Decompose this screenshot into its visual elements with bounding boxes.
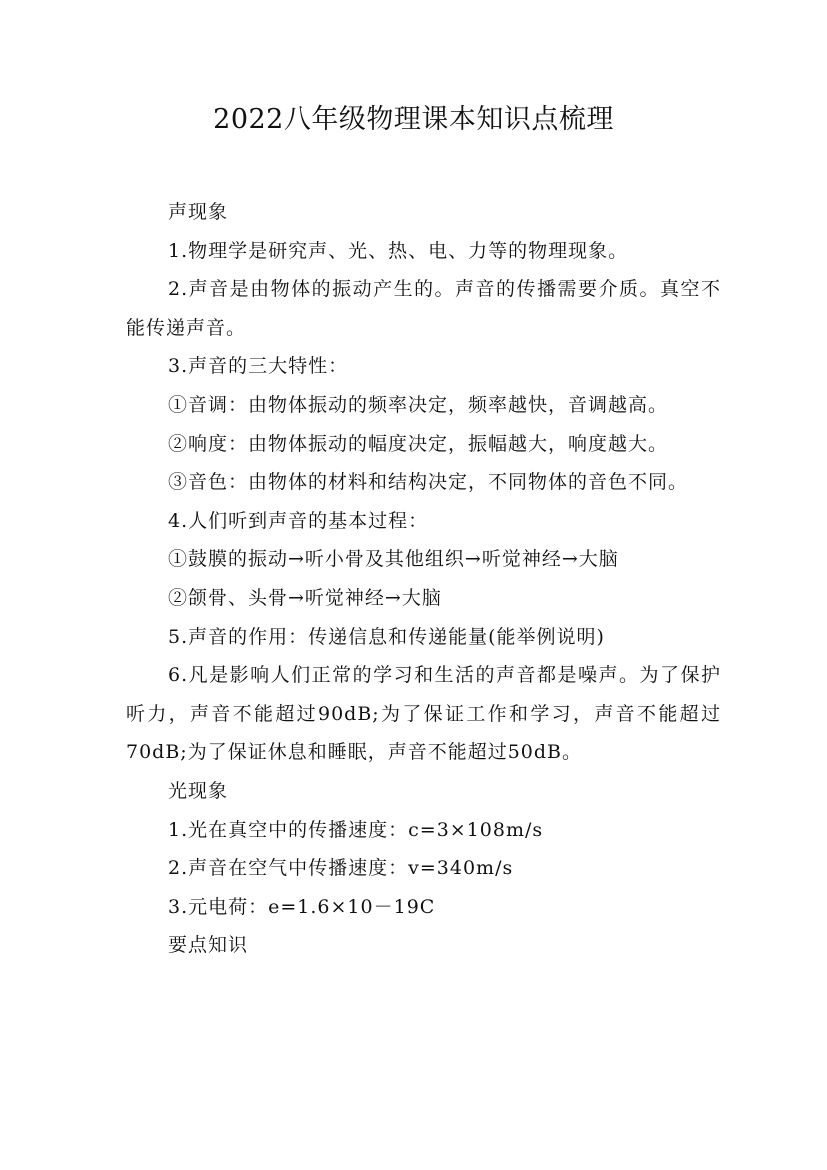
paragraph: 6.凡是影响人们正常的学习和生活的声音都是噪声。为了保护听力，声音不能超过90dB;为了保证工作和学习，声音不能超过70dB;为了保证休息和睡眠，声音不能超过50dB。: [126, 664, 721, 764]
paragraph: 3.声音的三大特性：: [168, 355, 349, 378]
paragraph: ③音色：由物体的材料和结构决定，不同物体的音色不同。: [168, 471, 689, 494]
paragraph: 1.光在真空中的传播速度：c=3×108m/s: [168, 818, 544, 841]
section-heading-sound: 声现象: [168, 201, 229, 223]
document-title: 2022八年级物理课本知识点梳理: [213, 104, 614, 135]
section-heading-key-points: 要点知识: [168, 934, 249, 957]
paragraph: 1.物理学是研究声、光、热、电、力等的物理现象。: [168, 239, 629, 262]
paragraph: 4.人们听到声音的基本过程：: [168, 509, 429, 532]
paragraph: 5.声音的作用：传递信息和传递能量(能举例说明): [168, 625, 605, 648]
section-heading-light: 光现象: [168, 779, 229, 802]
paragraph: 2.声音在空气中传播速度：v=340m/s: [168, 857, 514, 880]
paragraph: ②颌骨、头骨→听觉神经→大脑: [168, 586, 442, 609]
paragraph: 3.元电荷：e=1.6×10－19C: [168, 895, 436, 918]
paragraph: 2.声音是由物体的振动产生的。声音的传播需要介质。真空不能传递声音。: [126, 278, 721, 339]
paragraph: ②响度：由物体振动的幅度决定，振幅越大，响度越大。: [168, 432, 669, 455]
paragraph: ①音调：由物体振动的频率决定，频率越快，音调越高。: [168, 393, 669, 416]
document-body: [126, 193, 721, 965]
paragraph: ①鼓膜的振动→听小骨及其他组织→听觉神经→大脑: [168, 548, 619, 571]
